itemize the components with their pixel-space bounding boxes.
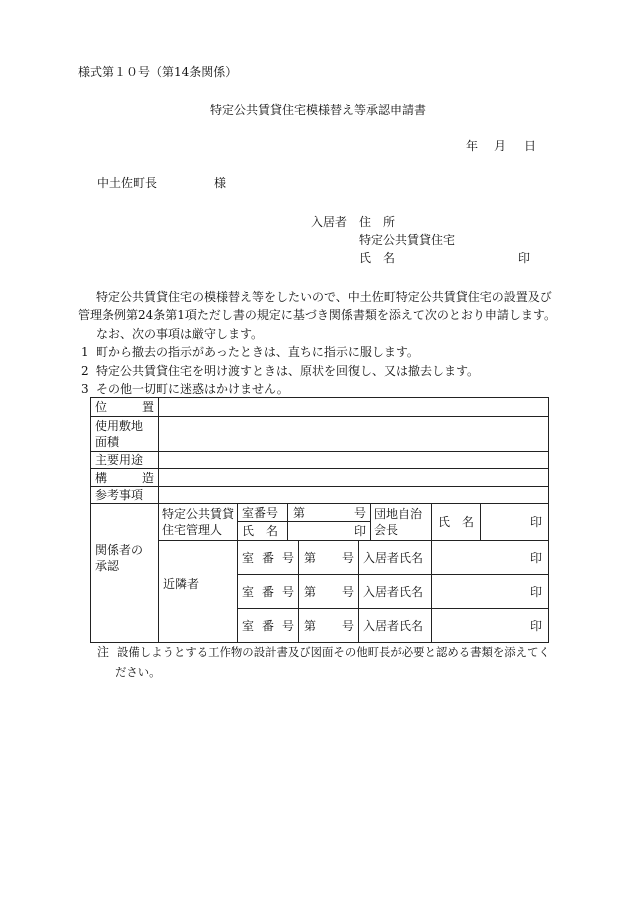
pledge-number: 3 [81,382,89,396]
manager-label [159,504,238,541]
footnote-mark: 注 [97,645,110,659]
addressee-name: 中土佐町長 [97,176,158,190]
table-row-neighbor [91,541,549,575]
structure-label: 構 造 [91,469,159,487]
structure-value-cell [159,469,549,487]
pledge-number: 2 [81,364,89,378]
pledge-text: その他一切町に迷惑はかけません。 [96,382,289,396]
neighbor-room-prefix: 第 [304,550,317,565]
applicant-role: 入居者 [311,215,348,229]
neighbor-resident-name-label: 入居者氏名 [359,575,432,609]
manager-room-suffix: 号 [353,505,366,520]
site-area-label [91,417,159,452]
date-day-label: 日 [524,139,537,153]
approval-label-line: 関係者の [95,543,144,557]
body-line: なお、次の事項は厳守します。 [96,327,264,341]
applicant-name-label: 氏 名 [359,251,396,265]
neighbor-room-cell [299,541,359,575]
body-line: 特定公共賃貸住宅の模様替え等をしたいので、中土佐町特定公共賃貸住宅の設置及び [96,290,552,304]
neighbor-room-label: 室 番 号 [238,575,299,609]
table-row-manager-room [91,504,549,522]
association-head-label [371,504,432,541]
neighbors-label: 近隣者 [159,541,238,643]
footnote-line: ださい。 [115,665,161,679]
pledge-text: 特定公共賃貸住宅を明け渡すときは、原状を回復し、又は撤去します。 [96,364,480,378]
manager-name-label: 氏 名 [238,522,288,541]
pledge-text: 町から撤去の指示があったときは、直ちに指示に服します。 [96,345,419,359]
applicant-housing-label: 特定公共賃貸住宅 [359,233,456,247]
neighbor-room-label: 室 番 号 [238,541,299,575]
reference-label: 参考事項 [91,487,159,504]
main-use-label: 主要用途 [91,452,159,469]
neighbor-room-cell [299,609,359,643]
approval-label-line: 承認 [95,559,120,573]
table-row-reference [91,487,549,504]
neighbor-resident-name-label: 入居者氏名 [359,541,432,575]
table-row-main-use [91,452,549,469]
form-title: 特定公共賃貸住宅模様替え等承認申請書 [209,103,426,117]
neighbor-seal-mark: 印 [432,575,549,609]
location-label: 位 置 [91,398,159,417]
manager-room-prefix: 第 [293,505,306,520]
site-area-label-line: 使用敷地 [95,419,144,433]
manager-seal-mark: 印 [288,522,371,541]
manager-label-line: 特定公共賃貸 [162,507,235,521]
main-use-value-cell [159,452,549,469]
table-row-site-area [91,417,549,452]
neighbor-room-suffix: 号 [341,584,354,599]
manager-room-cell [288,504,371,522]
location-value-cell [159,398,549,417]
site-area-value-cell [159,417,549,452]
neighbor-seal-mark: 印 [432,541,549,575]
neighbor-room-label: 室 番 号 [238,609,299,643]
addressee-honorific: 様 [214,176,227,190]
association-head-label-line: 団地自治 [374,507,423,521]
association-head-label-line: 会長 [374,523,399,537]
table-row-location [91,398,549,417]
form-number: 様式第１０号（第14条関係） [78,65,238,79]
site-area-label-line: 面積 [95,435,120,449]
date-month-label: 月 [494,139,507,153]
neighbor-room-cell [299,575,359,609]
manager-label-line: 住宅管理人 [162,523,223,537]
association-head-name-label: 氏 名 [432,504,481,541]
table-row-structure [91,469,549,487]
applicant-address-label: 住 所 [359,215,396,229]
application-details-table [90,397,549,643]
body-line: 管理条例第24条第1項ただし書の規定に基づき関係書類を添えて次のとおり申請します。 [78,308,556,322]
neighbor-room-prefix: 第 [304,618,317,633]
neighbor-room-prefix: 第 [304,584,317,599]
manager-room-label: 室番号 [238,504,288,522]
pledge-number: 1 [81,345,89,359]
neighbor-room-suffix: 号 [341,618,354,633]
neighbor-resident-name-label: 入居者氏名 [359,609,432,643]
date-year-label: 年 [466,139,479,153]
neighbor-room-suffix: 号 [341,550,354,565]
reference-value-cell [159,487,549,504]
footnote-line: 設備しようとする工作物の設計書及び図面その他町長が必要と認める書類を添えてく [117,645,550,659]
neighbor-seal-mark: 印 [432,609,549,643]
association-head-seal-mark: 印 [481,504,549,541]
applicant-seal-mark: 印 [518,251,531,265]
approval-label [91,504,159,643]
